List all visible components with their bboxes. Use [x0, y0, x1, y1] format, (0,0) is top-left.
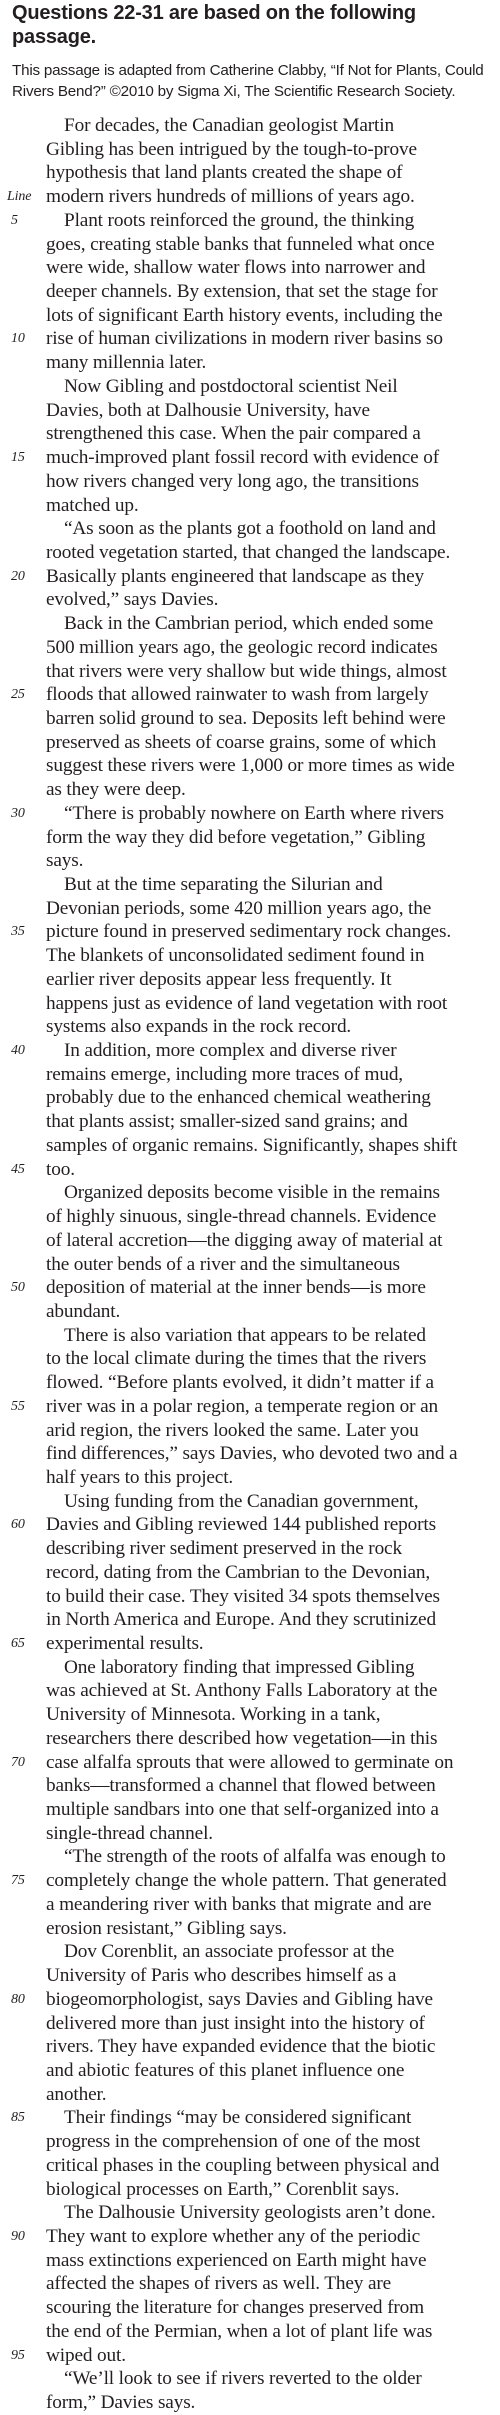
- passage-line-text: affected the shapes of rivers as well. They are: [46, 2273, 392, 2295]
- passage-line-text: that rivers were very shallow but wide things, almost: [46, 660, 447, 682]
- passage-line: [0, 1181, 500, 1205]
- passage-line-text: Basically plants engineered that landscape as they: [46, 565, 424, 587]
- passage-line-text: rise of human civilizations in modern river basins so: [46, 328, 443, 350]
- passage-line: [0, 1395, 500, 1419]
- passage-line-text: many millennia later.: [46, 352, 207, 374]
- passage-line: [0, 541, 500, 565]
- line-number-marker: 30: [11, 805, 25, 821]
- passage-line-text: probably due to the enhanced chemical weathering: [46, 1087, 431, 1109]
- passage-line: [0, 1537, 500, 1561]
- passage-line: [0, 1561, 500, 1585]
- passage-line-text: The Dalhousie University geologists aren’t done.: [64, 2202, 436, 2224]
- passage-line: [0, 2225, 500, 2249]
- passage-line-text: erosion resistant,” Gibling says.: [46, 1917, 287, 1939]
- passage-line: [0, 1300, 500, 1324]
- passage-header: [0, 1, 500, 102]
- passage-line-text: researchers there described how vegetation—in this: [46, 1727, 438, 1749]
- passage-line-text: remains emerge, including more traces of mud,: [46, 1063, 403, 1085]
- passage-line-text: Devonian periods, some 420 million years ago, the: [46, 897, 432, 919]
- passage-line-text: completely change the whole pattern. That generated: [46, 1870, 447, 1892]
- passage-line-text: University of Paris who describes himself as a: [46, 1965, 397, 1987]
- passage-line-text: record, dating from the Cambrian to the Devonian,: [46, 1561, 431, 1583]
- passage-line: [0, 375, 500, 399]
- passage-line: [0, 446, 500, 470]
- passage-line: [0, 683, 500, 707]
- passage-line-text: form the way they did before vegetation,” Gibling: [46, 826, 426, 848]
- passage-line-text: lots of significant Earth history events, including the: [46, 304, 443, 326]
- passage-line: [0, 2296, 500, 2320]
- passage-line-text: of highly sinuous, single-thread channels. Evidence: [46, 1206, 437, 1228]
- passage-line: [0, 2249, 500, 2273]
- line-number-marker: 25: [11, 687, 25, 703]
- passage-line-text: and abiotic features of this planet influence one: [46, 2059, 405, 2081]
- passage-line: [0, 636, 500, 660]
- passage-line-text: to the local climate during the times that the rivers: [46, 1348, 427, 1370]
- passage-line: [0, 1727, 500, 1751]
- passage-line: [0, 1229, 500, 1253]
- passage-line-text: The blankets of unconsolidated sediment found in: [46, 945, 425, 967]
- passage-line: [0, 920, 500, 944]
- passage-line: [0, 826, 500, 850]
- passage-line-text: abundant.: [46, 1300, 121, 1322]
- passage-line: [0, 1656, 500, 1680]
- passage-line: [0, 1419, 500, 1443]
- passage-line-text: much-improved plant fossil record with evidence of: [46, 447, 440, 469]
- passage-line-text: wiped out.: [46, 2344, 126, 2366]
- passage-line: [0, 1205, 500, 1229]
- passage-line: [0, 1845, 500, 1869]
- passage-line-text: evolved,” says Davies.: [46, 589, 219, 611]
- passage-line-text: Davies and Gibling reviewed 144 published reports: [46, 1514, 436, 1536]
- passage-line: [0, 1917, 500, 1941]
- passage-line: [0, 1608, 500, 1632]
- passage-line: [0, 351, 500, 375]
- passage-line: [0, 992, 500, 1016]
- passage-line: [0, 2272, 500, 2296]
- passage-line: [0, 185, 500, 209]
- passage-line: [0, 209, 500, 233]
- passage-line-text: half years to this project.: [46, 1466, 234, 1488]
- passage-line-text: samples of organic remains. Significantly, shapes shift: [46, 1134, 458, 1156]
- questions-heading: Questions 22-31 are based on the following passage.: [12, 2, 416, 48]
- line-number-marker: 20: [11, 568, 25, 584]
- passage-line-text: “As soon as the plants got a foothold on land and: [64, 518, 436, 540]
- passage-line-text: of lateral accretion—the digging away of material at: [46, 1229, 443, 1251]
- passage-line-text: critical phases in the coupling between physical and: [46, 2154, 440, 2176]
- passage-line: [0, 2106, 500, 2130]
- passage-line: [0, 2367, 500, 2391]
- line-number-marker: 45: [11, 1161, 25, 1177]
- passage-line-text: systems also expands in the rock record.: [46, 1016, 352, 1038]
- passage-line-text: deeper channels. By extension, that set the stage for: [46, 281, 438, 303]
- passage-line-text: modern rivers hundreds of millions of years ago.: [46, 186, 415, 208]
- passage-line: [0, 1798, 500, 1822]
- passage-line-text: describing river sediment preserved in the rock: [46, 1538, 402, 1560]
- passage-line: [0, 612, 500, 636]
- passage-line-text: another.: [46, 2083, 107, 2105]
- passage-line: [0, 1110, 500, 1134]
- passage-line-text: rooted vegetation started, that changed the landscape.: [46, 541, 451, 563]
- passage-line-text: There is also variation that appears to be related: [64, 1324, 426, 1346]
- passage-line-text: to build their case. They visited 34 spots themselves: [46, 1585, 440, 1607]
- passage-line-text: biological processes on Earth,” Corenblit says.: [46, 2178, 400, 2200]
- passage-line-text: Organized deposits become visible in the remains: [64, 1182, 440, 1204]
- passage-line: [0, 2130, 500, 2154]
- passage-line: [0, 1039, 500, 1063]
- passage-line-text: was achieved at St. Anthony Falls Laboratory at the: [46, 1680, 438, 1702]
- passage-line: [0, 1585, 500, 1609]
- passage-line-text: Dov Corenblit, an associate professor at the: [64, 1941, 395, 1963]
- passage-line-text: flowed. “Before plants evolved, it didn’t matter if a: [46, 1372, 434, 1394]
- line-number-marker: 80: [11, 1991, 25, 2007]
- passage-line-text: barren solid ground to sea. Deposits left behind were: [46, 707, 446, 729]
- passage-line-text: Their findings “may be considered significant: [64, 2107, 412, 2129]
- passage-line: [0, 754, 500, 778]
- passage-line: [0, 280, 500, 304]
- passage-line: [0, 2154, 500, 2178]
- passage-line-text: banks—transformed a channel that flowed between: [46, 1775, 436, 1797]
- passage-line: [0, 1276, 500, 1300]
- passage-line-text: “The strength of the roots of alfalfa was enough to: [64, 1846, 446, 1868]
- passage-line-text: University of Minnesota. Working in a tank,: [46, 1704, 381, 1726]
- passage-line-text: But at the time separating the Silurian and: [64, 874, 383, 895]
- line-number-marker: 65: [11, 1636, 25, 1651]
- line-number-marker: 5: [11, 212, 18, 228]
- passage-line-text: “There is probably nowhere on Earth where rivers: [64, 802, 444, 824]
- passage-line: [0, 1988, 500, 2012]
- passage-line: [0, 1371, 500, 1395]
- passage-line: [0, 494, 500, 518]
- passage-line-text: One laboratory finding that impressed Gibling: [64, 1656, 415, 1678]
- passage-line-text: “We’ll look to see if rivers reverted to the older: [64, 2368, 422, 2390]
- line-number-marker: 90: [11, 2228, 25, 2244]
- line-number-marker: 40: [11, 1043, 25, 1059]
- passage-line-text: suggest these rivers were 1,000 or more times as wide: [46, 755, 455, 777]
- line-number-marker: 95: [11, 2347, 25, 2363]
- passage-source-intro: This passage is adapted from Catherine Clabby, “If Not for Plants, Could Rivers Bend?” ©2010 by Sigma Xi, The Scientific Research Society.: [12, 62, 484, 100]
- passage-line: [0, 2201, 500, 2225]
- passage-line-text: how rivers changed very long ago, the transitions: [46, 470, 419, 492]
- passage-line-text: mass extinctions experienced on Earth might have: [46, 2249, 427, 2271]
- passage-line-text: arid region, the rivers looked the same. Later you: [46, 1419, 419, 1441]
- line-number-marker: Line: [7, 189, 32, 205]
- passage-line: [0, 2012, 500, 2036]
- passage-line-text: 500 million years ago, the geologic record indicates: [46, 636, 438, 658]
- passage-line: [0, 2344, 500, 2368]
- passage-line: [0, 161, 500, 185]
- passage-line: [0, 1632, 500, 1656]
- line-number-marker: 35: [11, 924, 25, 940]
- passage-line-text: Now Gibling and postdoctoral scientist Neil: [64, 375, 398, 397]
- passage-line: [0, 588, 500, 612]
- passage-line: [0, 1822, 500, 1846]
- passage-line-text: deposition of material at the inner bends—is more: [46, 1277, 426, 1299]
- passage-line-text: happens just as evidence of land vegetation with root: [46, 992, 448, 1014]
- passage-line: [0, 1893, 500, 1917]
- passage-line-text: a meandering river with banks that migrate and are: [46, 1893, 432, 1915]
- passage-line-text: picture found in preserved sedimentary rock changes.: [46, 921, 451, 943]
- passage-line: [0, 2391, 500, 2415]
- passage-line-text: delivered more than just insight into the history of: [46, 2012, 425, 2034]
- line-number-marker: 75: [11, 1873, 25, 1889]
- passage-line-text: that plants assist; smaller-sized sand grains; and: [46, 1111, 408, 1133]
- passage-line-text: floods that allowed rainwater to wash from largely: [46, 684, 429, 706]
- passage-line: [0, 233, 500, 257]
- passage-line-text: in North America and Europe. And they scrutinized: [46, 1609, 436, 1631]
- passage-line: [0, 1086, 500, 1110]
- line-number-marker: 50: [11, 1280, 25, 1296]
- passage-line-text: form,” Davies says.: [46, 2392, 196, 2413]
- passage-line-text: river was in a polar region, a temperate region or an: [46, 1395, 438, 1417]
- passage-line: [0, 731, 500, 755]
- passage-line: [0, 1751, 500, 1775]
- passage-line-text: multiple sandbars into one that self-organized into a: [46, 1799, 439, 1821]
- passage-line-text: were wide, shallow water flows into narrower and: [46, 257, 426, 279]
- passage-line-text: progress in the comprehension of one of the most: [46, 2131, 421, 2153]
- passage-line: [0, 422, 500, 446]
- passage-line: [0, 1940, 500, 1964]
- passage-line: [0, 1869, 500, 1893]
- passage-line: [0, 707, 500, 731]
- passage-line-text: In addition, more complex and diverse river: [64, 1040, 397, 1062]
- passage-line: [0, 802, 500, 826]
- passage-line: [0, 1513, 500, 1537]
- passage-line-text: rivers. They have expanded evidence that the biotic: [46, 2036, 436, 2058]
- passage-line-text: matched up.: [46, 494, 139, 516]
- passage-line-text: says.: [46, 850, 84, 872]
- line-number-marker: 60: [11, 1517, 25, 1533]
- passage-line: [0, 1324, 500, 1348]
- passage-line: [0, 968, 500, 992]
- passage-line-text: single-thread channel.: [46, 1822, 213, 1844]
- passage-line: [0, 1347, 500, 1371]
- passage-line: [0, 849, 500, 873]
- passage-line-text: as they were deep.: [46, 779, 186, 801]
- passage-line: [0, 304, 500, 328]
- passage-line-text: For decades, the Canadian geologist Martin: [64, 115, 394, 136]
- passage-line: [0, 565, 500, 589]
- passage-line: [0, 1774, 500, 1798]
- passage-line: [0, 470, 500, 494]
- passage-line: [0, 873, 500, 897]
- passage-line: [0, 2083, 500, 2107]
- passage-line: [0, 1964, 500, 1988]
- passage-line: [0, 778, 500, 802]
- passage-line: [0, 1063, 500, 1087]
- passage-line-text: Davies, both at Dalhousie University, have: [46, 399, 370, 421]
- passage-line: [0, 399, 500, 423]
- passage-line: [0, 1158, 500, 1182]
- passage-line: [0, 1015, 500, 1039]
- passage-line-text: find differences,” says Davies, who devoted two and a: [46, 1443, 458, 1465]
- passage-line: [0, 2320, 500, 2344]
- passage-line: [0, 897, 500, 921]
- passage-line-text: Gibling has been intrigued by the tough-to-prove: [46, 138, 417, 160]
- passage-line-text: biogeomorphologist, says Davies and Gibling have: [46, 1988, 433, 2010]
- passage-line-text: earlier river deposits appear less frequently. It: [46, 968, 392, 990]
- line-number-marker: 15: [11, 450, 25, 466]
- passage-line-text: hypothesis that land plants created the shape of: [46, 162, 403, 184]
- passage-line: [0, 1442, 500, 1466]
- passage-line-text: too.: [46, 1158, 75, 1180]
- passage-line-text: the outer bends of a river and the simultaneous: [46, 1253, 400, 1275]
- passage-line: [0, 944, 500, 968]
- passage-line: [0, 1134, 500, 1158]
- passage-line: [0, 660, 500, 684]
- passage-line-text: Plant roots reinforced the ground, the thinking: [64, 209, 415, 231]
- passage-line: [0, 114, 500, 138]
- passage-line: [0, 1703, 500, 1727]
- passage-line-text: case alfalfa sprouts that were allowed to germinate on: [46, 1751, 454, 1773]
- passage-line-text: Using funding from the Canadian government,: [64, 1490, 419, 1512]
- passage-line: [0, 2178, 500, 2202]
- passage-line: [0, 517, 500, 541]
- passage-line-text: scouring the literature for changes preserved from: [46, 2297, 424, 2319]
- passage-line-text: strengthened this case. When the pair compared a: [46, 423, 421, 445]
- passage-line-text: Back in the Cambrian period, which ended some: [64, 613, 434, 635]
- passage-line: [0, 2059, 500, 2083]
- passage-line-text: goes, creating stable banks that funneled what once: [46, 233, 435, 255]
- passage-line-text: the end of the Permian, when a lot of plant life was: [46, 2320, 433, 2342]
- passage-line: [0, 1466, 500, 1490]
- passage-line: [0, 327, 500, 351]
- passage-line: [0, 138, 500, 162]
- passage-line: [0, 2035, 500, 2059]
- passage-line-text: experimental results.: [46, 1633, 204, 1654]
- passage-line: [0, 256, 500, 280]
- passage-line: [0, 1490, 500, 1514]
- line-number-marker: 10: [11, 331, 25, 347]
- passage-line-text: They want to explore whether any of the periodic: [46, 2225, 421, 2247]
- line-number-marker: 70: [11, 1754, 25, 1770]
- passage-line-text: preserved as sheets of coarse grains, some of which: [46, 731, 437, 753]
- passage-line: [0, 1679, 500, 1703]
- passage-line: [0, 1253, 500, 1277]
- line-number-marker: 85: [11, 2110, 25, 2126]
- passage-body: [0, 114, 500, 2415]
- line-number-marker: 55: [11, 1398, 25, 1414]
